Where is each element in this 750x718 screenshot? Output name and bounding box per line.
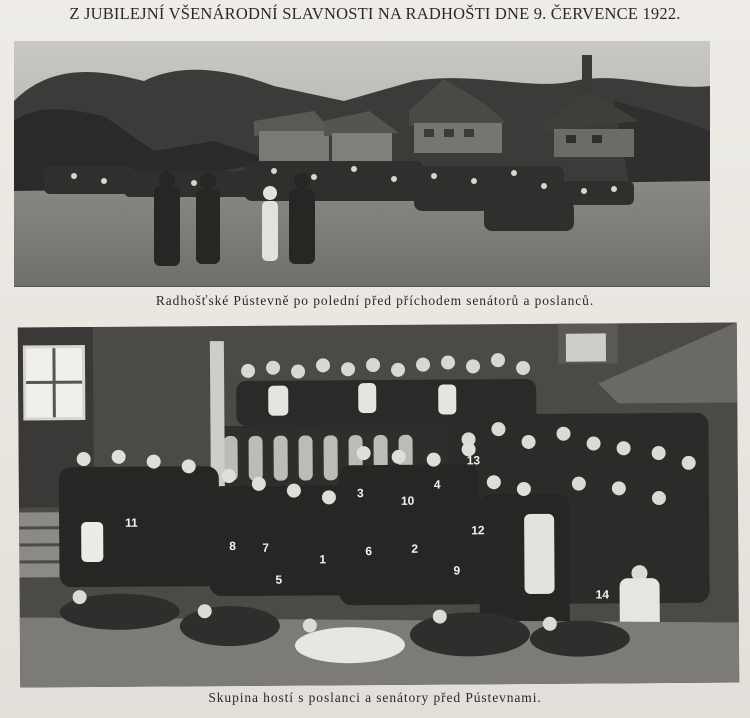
marker-1: 1 bbox=[319, 552, 327, 567]
photo-group-portrait bbox=[18, 322, 739, 687]
marker-11: 11 bbox=[125, 515, 138, 530]
marker-14: 14 bbox=[595, 587, 610, 602]
marker-4: 4 bbox=[433, 477, 441, 492]
marker-10: 10 bbox=[400, 493, 415, 508]
photo-crowd-meadow bbox=[14, 41, 710, 287]
marker-8: 8 bbox=[229, 538, 237, 554]
marker-6: 6 bbox=[365, 544, 373, 559]
page-heading: Z JUBILEJNÍ VŠENÁRODNÍ SLAVNOSTI NA RADHOŠTI DNE 9. ČERVENCE 1922. bbox=[69, 4, 681, 23]
marker-3: 3 bbox=[356, 486, 364, 501]
marker-9: 9 bbox=[453, 563, 461, 578]
marker-2: 2 bbox=[411, 541, 419, 556]
marker-12: 12 bbox=[471, 523, 485, 538]
photo-crowd-caption: Radhošťské Pústevně po polední před příchodem senátorů a poslanců. bbox=[155, 293, 595, 308]
marker-5: 5 bbox=[275, 572, 283, 587]
marker-7: 7 bbox=[262, 540, 270, 555]
marker-13: 13 bbox=[466, 453, 481, 468]
photo-group-caption: Skupina hostí s poslanci a senátory před Pústevnami. bbox=[208, 690, 542, 705]
